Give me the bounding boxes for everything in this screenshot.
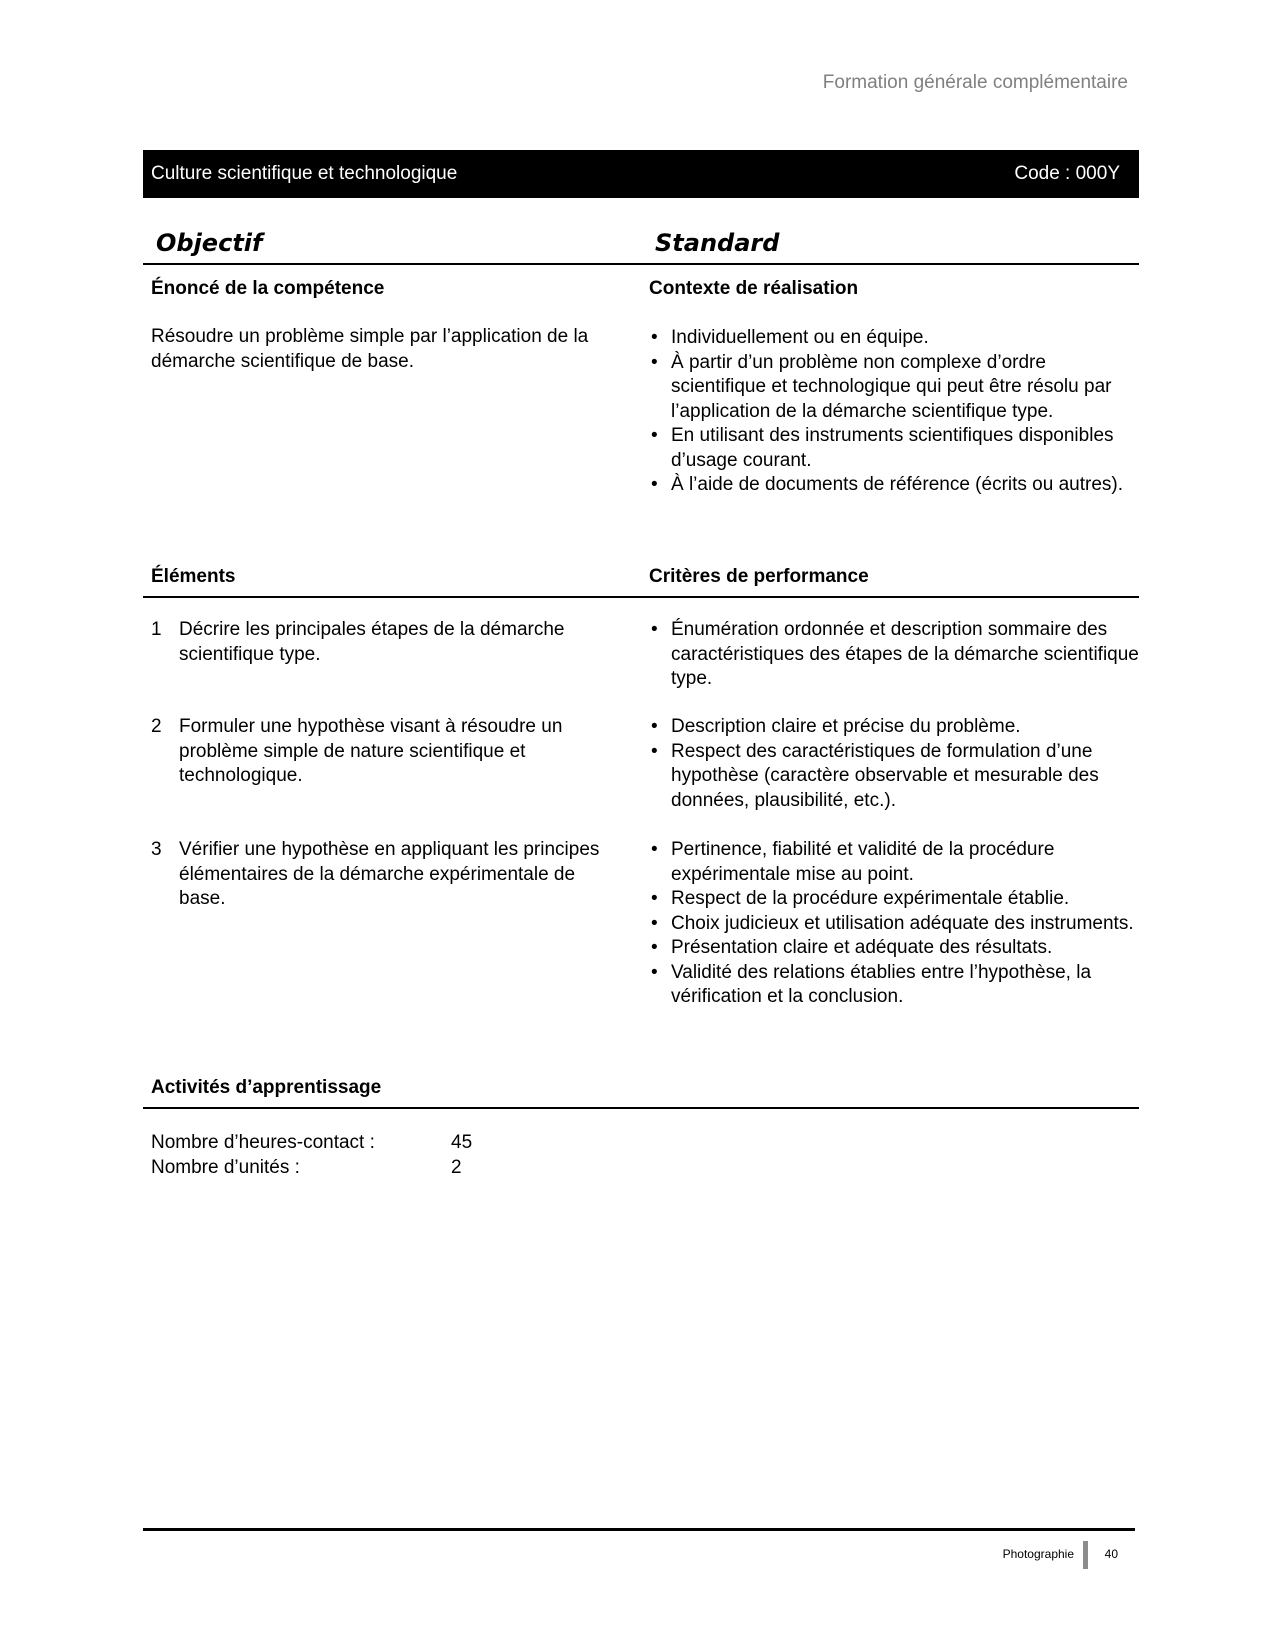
- list-item: • Présentation claire et adéquate des résultats.: [649, 936, 1139, 961]
- element-text: Décrire les principales étapes de la démarche scientifique type.: [179, 619, 565, 665]
- list-item: • Individuellement ou en équipe.: [649, 326, 1139, 351]
- elements-heading: Éléments: [151, 566, 236, 587]
- units-row: [151, 1156, 551, 1181]
- element-item: [151, 838, 621, 912]
- elements-section-header: [143, 566, 1139, 598]
- footer-program: Photographie: [1002, 1547, 1074, 1561]
- course-title: Culture scientifique et technologique: [151, 163, 458, 184]
- element-criteria: [649, 715, 1139, 813]
- element-number: 1: [151, 619, 162, 640]
- competence-section-header: [143, 278, 1139, 308]
- criteres-heading: Critères de performance: [649, 566, 869, 587]
- competence-heading: Énoncé de la compétence: [151, 278, 385, 299]
- units-label: Nombre d’unités :: [151, 1156, 300, 1178]
- element-item: [151, 618, 621, 667]
- contexte-list: [649, 326, 1139, 498]
- activites-section-header: [143, 1077, 1139, 1109]
- list-item: • À l’aide de documents de référence (écrits ou autres).: [649, 473, 1139, 498]
- objectif-heading: Objectif: [156, 229, 263, 257]
- footer-rule: [143, 1528, 1135, 1531]
- list-item: • Pertinence, fiabilité et validité de la procédure expérimentale mise au point.: [649, 838, 1139, 887]
- competence-section: [143, 278, 1139, 495]
- element-item: [151, 715, 621, 789]
- list-item: • Respect de la procédure expérimentale établie.: [649, 887, 1139, 912]
- elements-section: [143, 566, 1139, 1007]
- contexte-heading: Contexte de réalisation: [649, 278, 859, 299]
- course-code: Code : 000Y: [1014, 163, 1120, 184]
- list-item: • Énumération ordonnée et description sommaire des caractéristiques des étapes de la démarche scientifique type.: [649, 618, 1139, 692]
- contexte-list-wrap: [649, 326, 1139, 498]
- list-item: • Choix judicieux et utilisation adéquate des instruments.: [649, 912, 1139, 937]
- page-number: 40: [1104, 1547, 1118, 1561]
- course-title-bar: [143, 150, 1139, 198]
- element-criteria: [649, 838, 1139, 1010]
- element-text: Formuler une hypothèse visant à résoudre un problème simple de nature scientifique et technologique.: [179, 716, 563, 786]
- list-item: • À partir d’un problème non complexe d’ordre scientifique et technologique qui peut être résolu par l’application de la démarche scientifique type.: [649, 351, 1139, 425]
- column-headings: [143, 229, 1139, 265]
- element-criteria: [649, 618, 1139, 692]
- hours-row: [151, 1131, 551, 1156]
- footer-divider: [1083, 1541, 1088, 1569]
- list-item: • Respect des caractéristiques de formulation d’une hypothèse (caractère observable et mesurable des données, plausibilité, etc.).: [649, 740, 1139, 814]
- hours-value: 45: [451, 1132, 473, 1153]
- list-item: • En utilisant des instruments scientifiques disponibles d’usage courant.: [649, 424, 1139, 473]
- hours-label: Nombre d’heures-contact :: [151, 1132, 375, 1153]
- hours-table: [151, 1131, 551, 1180]
- element-number: 2: [151, 716, 162, 737]
- list-item: • Validité des relations établies entre l’hypothèse, la vérification et la conclusion.: [649, 961, 1139, 1010]
- list-item: • Description claire et précise du problème.: [649, 715, 1139, 740]
- running-header: Formation générale complémentaire: [822, 72, 1128, 93]
- activites-heading: Activités d’apprentissage: [151, 1077, 382, 1098]
- element-text: Vérifier une hypothèse en appliquant les principes élémentaires de la démarche expérimentale de base.: [179, 839, 600, 909]
- competence-text: Résoudre un problème simple par l’application de la démarche scientifique de base.: [151, 326, 589, 372]
- standard-heading: Standard: [655, 229, 780, 257]
- element-number: 3: [151, 839, 162, 860]
- activites-section: [143, 1077, 1139, 1109]
- units-value: 2: [451, 1156, 462, 1178]
